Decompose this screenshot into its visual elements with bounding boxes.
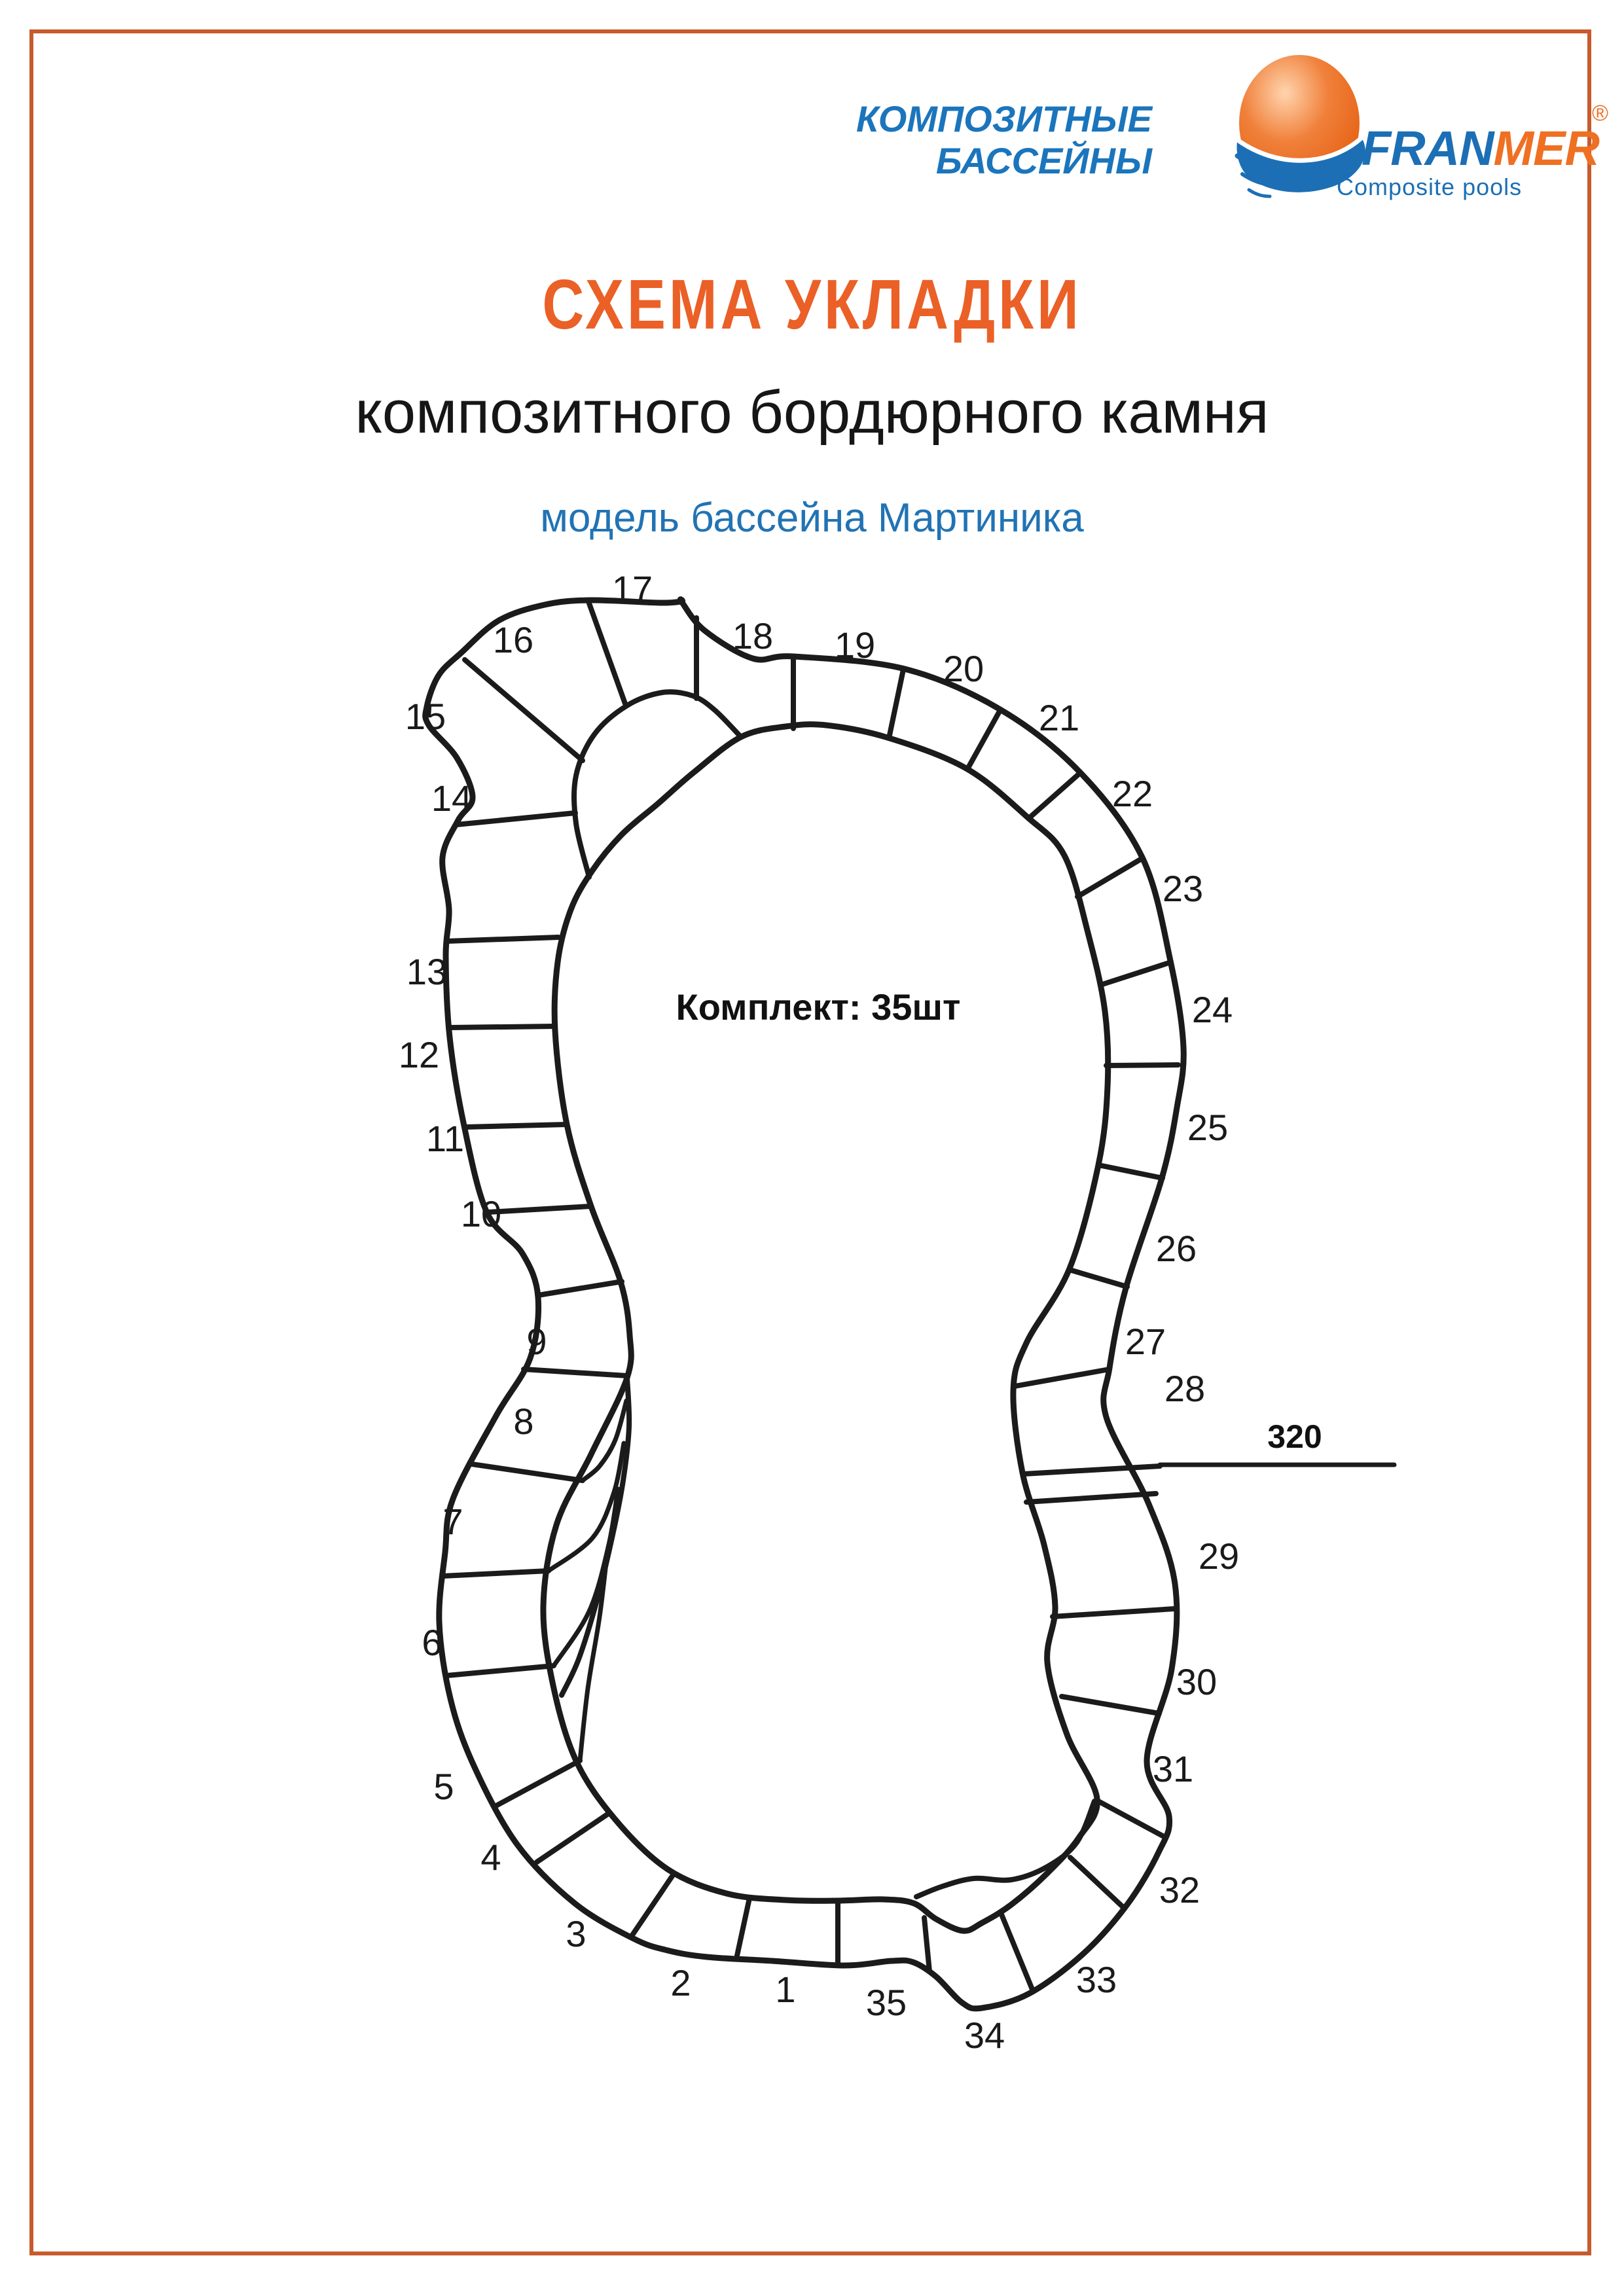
segment-number-label: 30 xyxy=(1176,1661,1218,1702)
segment-divider xyxy=(967,710,1000,769)
svg-text:FRANMER xyxy=(1362,121,1600,175)
segment-number-label: 20 xyxy=(943,648,984,689)
segment-divider xyxy=(1106,1065,1178,1066)
segment-number-label: 28 xyxy=(1164,1368,1206,1409)
segment-number-label: 11 xyxy=(425,1118,465,1159)
segment-divider xyxy=(588,601,625,704)
step-bump-curve xyxy=(916,1801,1094,1897)
segment-number-label: 9 xyxy=(526,1321,547,1362)
segment-number-label: 15 xyxy=(405,696,446,737)
segment-divider xyxy=(924,1918,929,1971)
segment-divider xyxy=(1029,773,1080,818)
segment-number-label: 17 xyxy=(611,568,653,609)
segment-number-label: 23 xyxy=(1162,868,1204,909)
segment-divider xyxy=(1015,1369,1110,1386)
franmer-logo xyxy=(1218,43,1623,240)
segment-divider xyxy=(1098,1165,1163,1178)
brand-line-2: БАССЕЙНЫ xyxy=(935,139,1152,181)
brand-line-1: КОМПОЗИТНЫЕ xyxy=(856,98,1152,139)
segment-divider xyxy=(447,1666,554,1676)
segment-number-label: 19 xyxy=(834,624,876,666)
segment-divider xyxy=(1062,1696,1159,1713)
segment-divider xyxy=(889,670,903,738)
segment-number-label: 14 xyxy=(431,778,473,819)
segment-divider xyxy=(537,1814,607,1862)
segment-number-label: 7 xyxy=(442,1501,463,1542)
waist-fan-curve xyxy=(580,1551,607,1761)
segment-divider xyxy=(1102,962,1171,984)
segment-divider xyxy=(1098,1801,1164,1837)
segment-number-label: 29 xyxy=(1198,1535,1240,1577)
segment-number-label: 10 xyxy=(460,1193,502,1234)
segment-number-label: 18 xyxy=(732,615,774,656)
kit-count-label: Комплект: 35шт xyxy=(676,986,961,1028)
segment-number-label: 32 xyxy=(1159,1869,1200,1910)
segment-divider xyxy=(442,1571,549,1576)
pool-model-subtitle: модель бассейна Мартиника xyxy=(540,495,1084,541)
page-title: СХЕМА УКЛАДКИ xyxy=(542,264,1082,344)
segment-divider xyxy=(465,1124,567,1127)
segment-divider xyxy=(538,1282,622,1295)
registered-mark: ® xyxy=(1592,101,1609,126)
segment-number-label: 25 xyxy=(1187,1107,1229,1148)
segment-number-label: 21 xyxy=(1038,697,1080,738)
segment-number-label: 24 xyxy=(1191,989,1233,1030)
segment-number-label: 2 xyxy=(670,1962,691,2003)
segment-divider xyxy=(1001,1914,1033,1991)
segment-number-label: 33 xyxy=(1075,1959,1117,2000)
segment-number-label: 27 xyxy=(1125,1321,1166,1362)
logo-name-part2: MER xyxy=(1493,121,1599,175)
segment-number-label: 13 xyxy=(406,951,448,992)
segment-number-label: 3 xyxy=(566,1913,586,1954)
segment-divider xyxy=(488,1206,591,1212)
logo-subtitle: Composite pools xyxy=(1337,173,1523,200)
segment-number-label: 6 xyxy=(422,1622,442,1663)
segment-number-label: 1 xyxy=(775,1969,796,2010)
segment-number-label: 34 xyxy=(964,2015,1005,2056)
segment-divider xyxy=(450,1026,555,1028)
dimension-value-label: 320 xyxy=(1267,1418,1322,1455)
segment-divider xyxy=(495,1761,580,1806)
segment-number-label: 26 xyxy=(1155,1228,1197,1269)
logo-name-part1: FRAN xyxy=(1362,121,1494,175)
segment-divider xyxy=(1053,1609,1174,1617)
brand-text-block xyxy=(563,98,1152,182)
segment-divider xyxy=(1070,1270,1127,1287)
border-outer-outline xyxy=(425,600,1184,2009)
segment-divider xyxy=(456,813,575,825)
segment-divider xyxy=(1026,1494,1156,1502)
segment-divider xyxy=(1070,1857,1125,1909)
segment-number-label: 22 xyxy=(1111,773,1153,814)
segment-divider xyxy=(1077,859,1142,897)
page-subtitle: композитного бордюрного камня xyxy=(355,379,1269,446)
segment-divider xyxy=(472,1464,583,1480)
segment-divider xyxy=(524,1369,627,1376)
segment-divider xyxy=(632,1873,674,1936)
segment-number-label: 31 xyxy=(1152,1748,1194,1789)
segment-divider xyxy=(446,937,558,941)
step-hump-curve xyxy=(574,692,741,877)
segment-divider xyxy=(1024,1466,1160,1474)
pool-inner-outline xyxy=(543,725,1108,1931)
segment-divider xyxy=(465,660,583,761)
segment-number-label: 4 xyxy=(480,1837,501,1878)
segment-number-label: 5 xyxy=(433,1766,454,1807)
segment-number-label: 16 xyxy=(492,619,534,660)
segment-divider xyxy=(737,1898,749,1956)
segment-number-label: 8 xyxy=(513,1401,534,1442)
segment-number-label: 35 xyxy=(865,1982,907,2023)
segment-number-label: 12 xyxy=(398,1034,440,1075)
